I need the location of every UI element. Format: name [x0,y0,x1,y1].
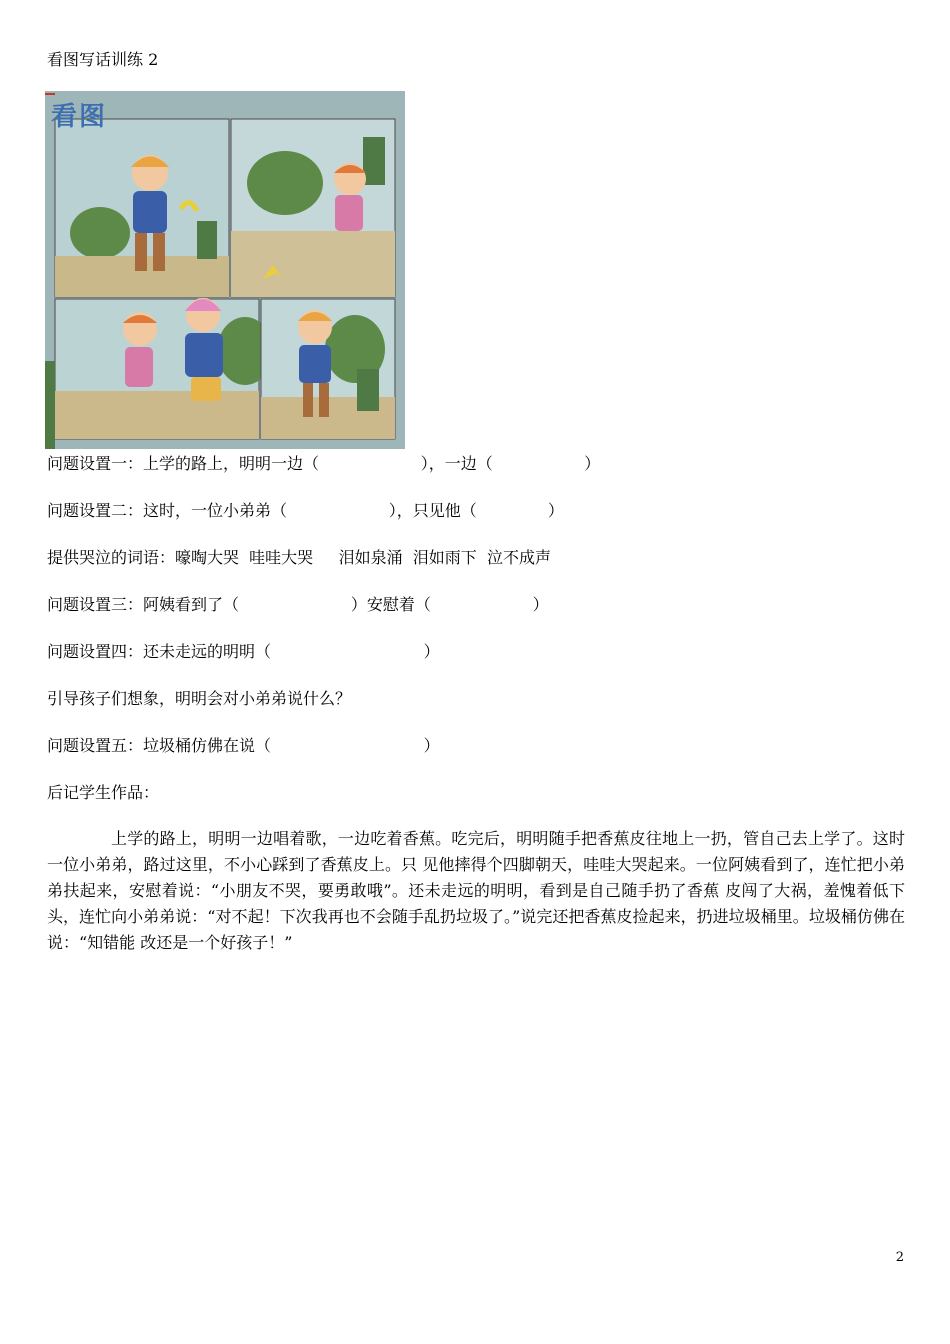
postscript-heading: 后记学生作品： [47,783,160,802]
crying-words: 提供哭泣的词语：嚎啕大哭 哇哇大哭 泪如泉涌 泪如雨下 泣不成声 [47,548,551,567]
question-1: 问题设置一：上学的路上，明明一边（ ），一边（ ） [47,454,601,473]
question-2: 问题设置二：这时，一位小弟弟（ ），只见他（ ） [47,501,564,520]
guidance-prompt: 引导孩子们想象，明明会对小弟弟说什么？ [47,689,352,708]
question-3: 问题设置三：阿姨看到了（ ）安慰着（ ） [47,595,549,614]
page-number: 2 [895,1250,904,1265]
comic-panels [45,91,405,449]
question-5: 问题设置五：垃圾桶仿佛在说（ ） [47,736,440,755]
comic-illustration [45,91,405,449]
student-essay: 上学的路上，明明一边唱着歌，一边吃着香蕉。吃完后，明明随手把香蕉皮往地上一扔，管自己去上学了。这时一位小弟弟，路过这里，不小心踩到了香蕉皮上。只 见他摔得个四脚朝天，哇哇大哭起来。一位阿姨看到了，连忙把小弟弟扶起来，安慰着说：“小朋友不哭，要勇敢哦”。还未走远的明明，看到是自己随手扔了香蕉 皮闯了大祸，羞愧着低下头，连忙向小弟弟说：“对不起！下次我再也不会随手乱扔垃圾了。”说完还把香蕉皮捡起来，扔进垃圾桶里。垃圾桶仿佛在说：“知错能 改还是一个好孩子！” [47,829,905,952]
comic-badge: 看图 [51,102,108,132]
question-4: 问题设置四：还未走远的明明（ ） [47,642,440,661]
page-title: 看图写话训练 2 [47,50,159,69]
